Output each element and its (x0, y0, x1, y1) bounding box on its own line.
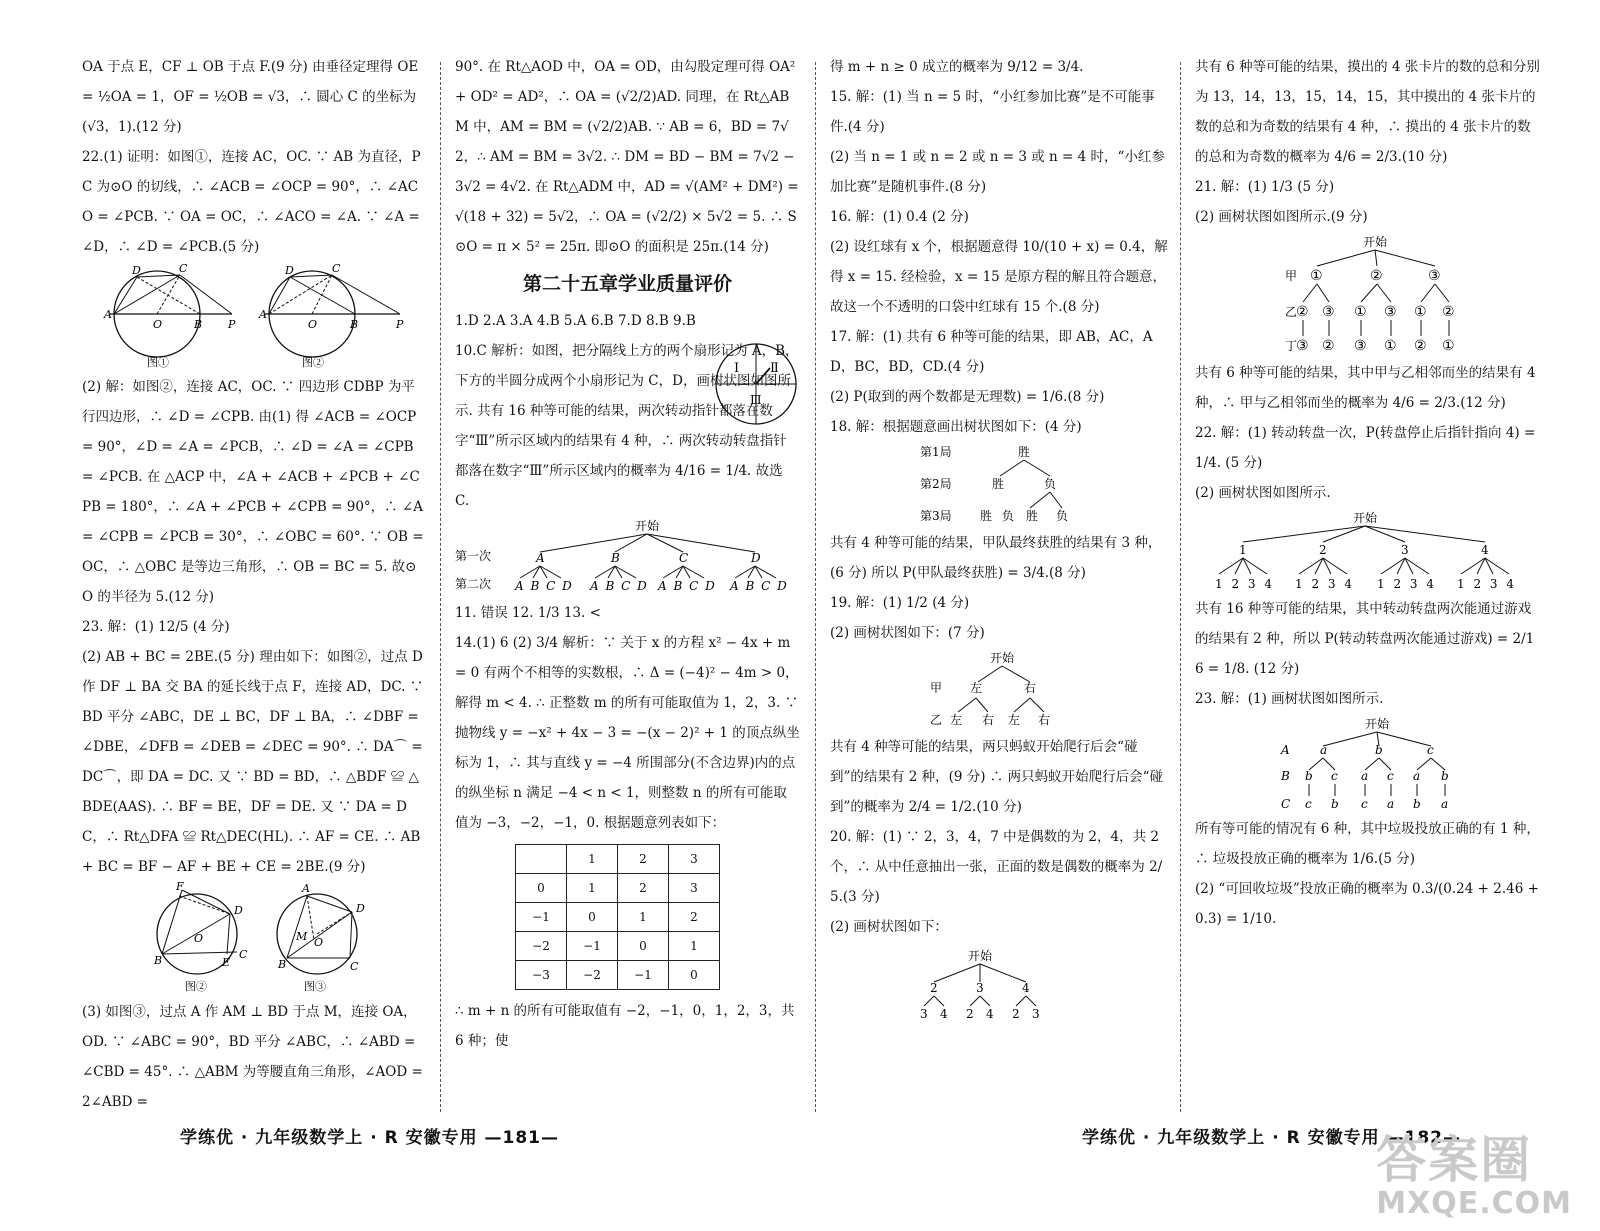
tree-node: ② (1296, 304, 1309, 320)
tree-node: 2 (1319, 543, 1327, 557)
svg-text:O: O (308, 318, 318, 331)
tree-node: 负 (1056, 509, 1069, 523)
tree-node: 3 (1401, 543, 1409, 557)
tree-node: ③ (1296, 338, 1309, 354)
tree-leaf: 1 2 3 4 (1295, 577, 1352, 591)
page-footer-left: 学练优 · 九年级数学上 · R 安徽专用 —181— (180, 1128, 560, 1148)
paragraph: 共有 6 种等可能的结果，摸出的 4 张卡片的数的总和分别为 13，14，13，15，14，15，其中摸出的 4 张卡片的数的总和为奇数的结果有 4 种，∴ 摸出的 4 张卡片的数的总和为奇数的概率为 4/6 = 2/3.(10 分) (1195, 59, 1540, 165)
tree-node: c (1387, 769, 1394, 783)
paragraph: (3) 如图③，过点 A 作 AM ⊥ BD 于点 M，连接 OA，OD. ∵ ∠ABC = 90°，BD 平分 ∠ABC，∴ ∠ABD = ∠CBD = 45°. ∴ △ABM 为等腰直角三角形，∠AOD = 2∠ABD = (82, 1004, 423, 1110)
paragraph: (2) 当 n = 1 或 n = 2 或 n = 3 或 n = 4 时，“小红参加比赛”是随机事件.(8 分) (830, 149, 1165, 195)
column-divider (440, 62, 441, 1112)
paragraph: 共有 4 种等可能的结果，甲队最终获胜的结果有 3 种，(6 分) 所以 P(甲队最终获胜) = 3/4.(8 分) (830, 535, 1162, 581)
svg-text:D: D (234, 904, 243, 917)
paragraph: 22.(1) 证明：如图①，连接 AC，OC. ∵ AB 为直径，PC 为⊙O 的切线，∴ ∠ACB = ∠OCP = 90°，∴ ∠ACO = ∠PCB. ∵ OA = OC，∴ ∠ACO = ∠A. ∵ ∠A = ∠D，∴ ∠D = ∠PCB.(5 分) (82, 149, 421, 255)
svg-text:D: D (132, 264, 141, 277)
tree-leaf: A B C D (515, 579, 572, 593)
paragraph: 90°. 在 Rt△AOD 中，OA = OD，由勾股定理可得 OA² + OD² = AD²，∴ OA = (√2/2)AD. 同理，在 Rt△ABM 中，AM = BM = (√2/2)AB. ∵ AB = 6，BD = 7√2，∴ AM = BM = 3√2. ∴ DM = BD − BM = 7√2 − 3√2 = 4√2. 在 Rt△ADM 中，AD = √(AM² + DM²) = √(18 + 32) = 5√2，∴ OA = (√2/2) × 5√2 = 5. ∴ S⊙O = π × 5² = 25π. 即⊙O 的面积是 25π.(14 分) (455, 59, 799, 255)
paragraph: 11. 错误 12. 1/3 13. < (455, 605, 601, 621)
paragraph: (2) 解：如图②，连接 AC，OC. ∵ 四边形 CDBP 为平行四边形，∴ ∠D = ∠CPB. 由(1) 得 ∠ACB = ∠OCP = 90°，∠D = ∠A = ∠PCB，∴ ∠D = ∠A = ∠CPB = ∠PCB. 在 △ACP 中，∠A + ∠ACB + ∠PCB + ∠CPB = 180°，∴ ∠A + ∠PCB + ∠CPB = 90°，∴ ∠A = ∠CPB = ∠PCB = 30°，∴ ∠OBC = 60°. ∵ OB = OC，∴ △OBC 是等边三角形，∴ OB = BC = 5. 故⊙O 的半径为 5.(12 分) (82, 379, 424, 605)
tree-leaf: 1 2 3 4 (1377, 577, 1434, 591)
tree-node: ③ (1322, 304, 1335, 320)
column-3 (830, 52, 1170, 1022)
table-row (516, 961, 720, 990)
table-cell: 2 (618, 845, 669, 874)
tree-node: B (611, 551, 620, 565)
svg-text:C: C (179, 262, 188, 275)
figure-2 (258, 262, 404, 369)
svg-text:C: C (239, 948, 248, 961)
tree-node: 3 (1032, 1007, 1040, 1021)
tree-node: 胜 (980, 509, 993, 523)
svg-text:A: A (259, 308, 267, 321)
column-4 (1195, 52, 1540, 934)
tree-start: 开始 (1353, 511, 1378, 525)
table-cell: −1 (618, 961, 669, 990)
svg-text:O: O (314, 936, 324, 949)
question-10-block (455, 336, 800, 516)
tree-node: 4 (986, 1007, 994, 1021)
paragraph: 23. 解：(1) 画树状图如图所示. (1195, 691, 1384, 707)
figure-caption: 图② (185, 980, 207, 993)
paragraph: (2) 画树状图如下：(7 分) (830, 625, 985, 641)
paragraph: (2) P(取到的两个数都是无理数) = 1/6.(8 分) (830, 389, 1105, 405)
paragraph: 21. 解：(1) 1/3 (5 分) (1195, 179, 1335, 195)
paragraph: 19. 解：(1) 1/2 (4 分) (830, 595, 970, 611)
paragraph: 22. 解：(1) 转动转盘一次，P(转盘停止后指针指向 4) = 1/4. (5 分) (1195, 425, 1536, 471)
svg-text:P: P (396, 318, 404, 331)
table-cell: 0 (516, 874, 567, 903)
tree-row-label: 第3局 (920, 509, 952, 523)
tree-node: c (1361, 797, 1368, 811)
figure-1 (103, 262, 236, 369)
paragraph: 23. 解：(1) 12/5 (4 分) (82, 619, 230, 635)
svg-text:O: O (194, 932, 204, 945)
paragraph: 15. 解：(1) 当 n = 5 时，“小红参加比赛”是不可能事件.(4 分) (830, 89, 1155, 135)
tree-leaf: A B C D (730, 579, 787, 593)
svg-text:O: O (153, 318, 163, 331)
tree-node: c (1305, 797, 1312, 811)
tree-node: 4 (940, 1007, 948, 1021)
tree-node: 3 (920, 1007, 928, 1021)
watermark-text: 答案圈 (1376, 1131, 1533, 1189)
tree-start: 开始 (635, 519, 660, 533)
tree-node: 负 (1044, 477, 1057, 491)
table-row (516, 874, 720, 903)
tree-start: 开始 (990, 651, 1015, 665)
table-cell: 2 (618, 874, 669, 903)
tree-leaf: A B C D (658, 579, 715, 593)
tree-node: 胜 (1018, 445, 1031, 459)
tree-node: 胜 (1026, 509, 1039, 523)
tree-node: ① (1354, 304, 1367, 320)
tree-row-label: 乙 (1285, 305, 1298, 319)
table-cell: 3 (669, 845, 720, 874)
paragraph: 得 m + n ≥ 0 成立的概率为 9/12 = 3/4. (830, 59, 1084, 75)
table-cell: −2 (516, 932, 567, 961)
tree-node: 右 (1024, 681, 1037, 695)
svg-text:B: B (194, 318, 203, 331)
figure-4 (277, 882, 365, 993)
tree-leaf: 1 2 3 4 (1457, 577, 1514, 591)
tree-node: ② (1414, 338, 1427, 354)
tree-row-label: 丁 (1285, 339, 1298, 353)
tree-diagram-q10 (455, 516, 800, 598)
tree-node: c (1427, 743, 1434, 757)
tree-node: b (1375, 743, 1383, 757)
paragraph: 共有 6 种等可能的结果，其中甲与乙相邻而坐的结果有 4 种，∴ 甲与乙相邻而坐的概率为 4/6 = 2/3.(12 分) (1195, 365, 1536, 411)
tree-diagram-q21 (1195, 232, 1535, 358)
tree-node: 4 (1481, 543, 1489, 557)
paragraph: (2) 设红球有 x 个，根据题意得 10/(10 + x) = 0.4，解得 x = 15. 经检验，x = 15 是原方程的解且符合题意，故这一个不透明的口袋中红球有 15 个.(8 分) (830, 239, 1168, 315)
tree-node: ① (1414, 304, 1427, 320)
svg-text:B: B (278, 958, 287, 971)
paragraph: 共有 4 种等可能的结果，两只蚂蚁开始爬行后会“碰到”的结果有 2 种，(9 分) ∴ 两只蚂蚁开始爬行后会“碰到”的概率为 2/4 = 1/2.(10 分) (830, 739, 1163, 815)
table-cell: −1 (516, 903, 567, 932)
tree-node: ② (1442, 304, 1455, 320)
tree-node: ① (1384, 338, 1397, 354)
table-cell: 0 (567, 903, 618, 932)
svg-text:D: D (356, 902, 365, 915)
tree-row-label: 第一次 (455, 549, 492, 563)
svg-text:C: C (332, 262, 341, 275)
tree-node: ③ (1428, 268, 1441, 284)
tree-node: b (1413, 797, 1421, 811)
tree-node: C (679, 551, 689, 565)
tree-node: 负 (1002, 509, 1015, 523)
tree-node: ③ (1384, 304, 1397, 320)
table-cell: 1 (567, 845, 618, 874)
svg-text:A: A (104, 308, 112, 321)
tree-node: ① (1310, 268, 1323, 284)
tree-leaf: A B C D (590, 579, 647, 593)
value-table (515, 844, 720, 990)
svg-text:C: C (350, 960, 359, 973)
tree-diagram-q22 (1195, 508, 1535, 594)
tree-node: b (1441, 769, 1449, 783)
tree-start: 开始 (968, 949, 993, 963)
figure-caption: 图① (147, 356, 169, 369)
table-cell: 0 (618, 932, 669, 961)
table-cell: −3 (516, 961, 567, 990)
tree-start: 开始 (1363, 235, 1388, 249)
column-divider (815, 62, 816, 1112)
tree-node: 左 (950, 713, 963, 727)
tree-node: 2 (930, 981, 938, 995)
tree-node: 3 (976, 981, 984, 995)
table-cell: 0 (669, 961, 720, 990)
tree-node: a (1361, 769, 1369, 783)
tree-node: ② (1370, 268, 1383, 284)
svg-text:B: B (154, 954, 163, 967)
tree-node: ① (1442, 338, 1455, 354)
svg-text:F: F (176, 882, 184, 893)
tree-node: A (536, 551, 545, 565)
tree-node: a (1441, 797, 1449, 811)
tree-node: a (1413, 769, 1421, 783)
circle-figures-3-4 (82, 882, 422, 997)
paragraph: OA 于点 E，CF ⊥ OB 于点 F.(9 分) 由垂径定理得 OE = ½OA = 1，OF = ½OB = √3，∴ 圆心 C 的坐标为(√3，1).(12 分) (82, 59, 419, 135)
tree-node: a (1387, 797, 1395, 811)
tree-row-label: 第2局 (920, 477, 952, 491)
table-cell: −1 (567, 932, 618, 961)
column-divider (1180, 62, 1181, 1112)
watermark (1376, 1120, 1572, 1221)
paragraph: 所有等可能的情况有 6 种，其中垃圾投放正确的有 1 种，∴ 垃圾投放正确的概率为 1/6.(5 分) (1195, 821, 1540, 867)
tree-row-label: 第二次 (455, 577, 492, 591)
tree-row-label: B (1281, 769, 1290, 783)
tree-node: D (751, 551, 761, 565)
paragraph: 共有 16 种等可能的结果，其中转动转盘两次能通过游戏的结果有 2 种，所以 P(转动转盘两次能通过游戏) = 2/16 = 1/8. (12 分) (1195, 601, 1535, 677)
table-cell: 3 (669, 874, 720, 903)
tree-node: 左 (1008, 713, 1021, 727)
tree-row-label: A (1281, 743, 1290, 757)
table-cell (516, 845, 567, 874)
tree-diagram-q20 (830, 942, 1160, 1022)
table-cell: 1 (669, 932, 720, 961)
tree-leaf: 1 2 3 4 (1215, 577, 1272, 591)
column-2 (455, 52, 800, 1056)
page-footer-right: 学练优 · 九年级数学上 · R 安徽专用 —182— (1082, 1128, 1462, 1148)
tree-node: ③ (1354, 338, 1367, 354)
svg-text:E: E (222, 956, 231, 969)
tree-row-label: 甲 (1285, 269, 1298, 283)
tree-node: 2 (966, 1007, 974, 1021)
tree-node: 右 (1038, 713, 1051, 727)
column-1 (82, 52, 427, 1117)
figure-3 (153, 882, 248, 993)
multiple-choice-answers: 1.D 2.A 3.A 4.B 5.A 6.B 7.D 8.B 9.B (455, 313, 696, 329)
tree-diagram-q18 (830, 442, 1160, 528)
svg-text:D: D (285, 264, 294, 277)
tree-diagram-q19 (830, 648, 1160, 732)
paragraph: 20. 解：(1) ∵ 2，3，4，7 中是偶数的为 2，4，共 2 个，∴ 从中任意抽出一张，正面的数是偶数的概率为 2/5.(3 分) (830, 829, 1163, 905)
tree-node: 2 (1012, 1007, 1020, 1021)
paragraph: (2) 画树状图如下： (830, 919, 948, 935)
tree-row-label: 第1局 (920, 445, 952, 459)
svg-text:P: P (228, 318, 236, 331)
watermark-url: MXQE.COM (1376, 1186, 1572, 1221)
section-title: 第二十五章学业质量评价 (522, 273, 732, 295)
tree-start: 开始 (1365, 717, 1390, 731)
tree-node: 4 (1022, 981, 1030, 995)
svg-text:A: A (302, 882, 310, 895)
svg-text:M: M (296, 930, 308, 943)
figure-caption: 图② (302, 356, 324, 369)
paragraph: (2) 画树状图如图所示. (1195, 485, 1331, 501)
spinner-label: Ⅱ (770, 361, 779, 376)
tree-row-label: 乙 (930, 713, 943, 727)
table-cell: 2 (669, 903, 720, 932)
paragraph: 10.C 解析：如图，把分隔线上方的两个扇形记为 A，B，下方的半圆分成两个小扇形记为 C，D，画树状图如图所示. 共有 16 种等可能的结果，两次转动指针都落在数字“Ⅲ”所示区域内的结果有 4 种，∴ 两次转动转盘指针都落在数字“Ⅲ”所示区域内的概率为 4/16 = 1/4. 故选 C. (455, 343, 799, 509)
tree-diagram-q23 (1195, 714, 1535, 814)
figure-caption: 图③ (304, 980, 326, 993)
table-cell: 1 (618, 903, 669, 932)
spinner-label: Ⅲ (750, 393, 762, 407)
table-row (516, 903, 720, 932)
table-row (516, 845, 720, 874)
paragraph: (2) 画树状图如图所示.(9 分) (1195, 209, 1368, 225)
tree-node: 右 (982, 713, 995, 727)
spinner-label: Ⅰ (734, 361, 740, 376)
tree-node: c (1331, 769, 1338, 783)
tree-node: b (1331, 797, 1339, 811)
circle-figures-1-2 (82, 262, 422, 372)
table-cell: −2 (567, 961, 618, 990)
paragraph: 14.(1) 6 (2) 3/4 解析：∵ 关于 x 的方程 x² − 4x + m = 0 有两个不相等的实数根，∴ Δ = (−4)² − 4m > 0，解得 m < 4. ∴ 正整数 m 的所有可能取值为 1，2，3. ∵ 抛物线 y = −x² + 4x − 3 = −(x − 2)² + 1 的顶点纵坐标为 1，∴ 其与直线 y = −4 所围部分(不含边界)内的点的纵坐标 n 满足 −4 < n < 1，则整数 n 的所有可能取值为 −3，−2，−1，0. 根据题意列表如下： (455, 635, 800, 831)
paragraph: (2) AB + BC = 2BE.(5 分) 理由如下：如图②，过点 D 作 DF ⊥ BA 交 BA 的延长线于点 F，连接 AD，DC. ∵ BD 平分 ∠ABC，DE ⊥ BC，DF ⊥ BA，∴ ∠DBF = ∠DBE，∠DFB = ∠DEB = ∠DEC = 90°. ∴ DA⌒ = DC⌒，即 DA = DC. 又 ∵ BD = BD，∴ △BDF ≌ △BDE(AAS). ∴ BF = BE，DF = DE. 又 ∵ DA = DC，∴ Rt△DFA ≌ Rt△DEC(HL). ∴ AF = CE. ∴ AB + BC = BF − AF + BE + CE = 2BE.(9 分) (82, 649, 424, 875)
paragraph: ∴ m + n 的所有可能取值有 −2，−1，0，1，2，3，共 6 种；使 (455, 1003, 795, 1049)
svg-text:B: B (350, 318, 359, 331)
table-cell: 1 (567, 874, 618, 903)
spinner-figure (710, 338, 802, 430)
paragraph: (2) “可回收垃圾”投放正确的概率为 0.3/(0.24 + 2.46 + 0.3) = 1/10. (1195, 881, 1539, 927)
table-row (516, 932, 720, 961)
paragraph: 18. 解：根据题意画出树状图如下：(4 分) (830, 419, 1082, 435)
tree-row-label: C (1281, 797, 1291, 811)
tree-node: 胜 (992, 477, 1005, 491)
tree-node: a (1320, 743, 1328, 757)
paragraph: 17. 解：(1) 共有 6 种等可能的结果，即 AB，AC，AD，BC，BD，CD.(4 分) (830, 329, 1153, 375)
tree-row-label: 甲 (930, 681, 943, 695)
tree-node: b (1305, 769, 1313, 783)
tree-node: 左 (970, 681, 983, 695)
tree-node: 1 (1239, 543, 1247, 557)
tree-node: ② (1322, 338, 1335, 354)
paragraph: 16. 解：(1) 0.4 (2 分) (830, 209, 969, 225)
